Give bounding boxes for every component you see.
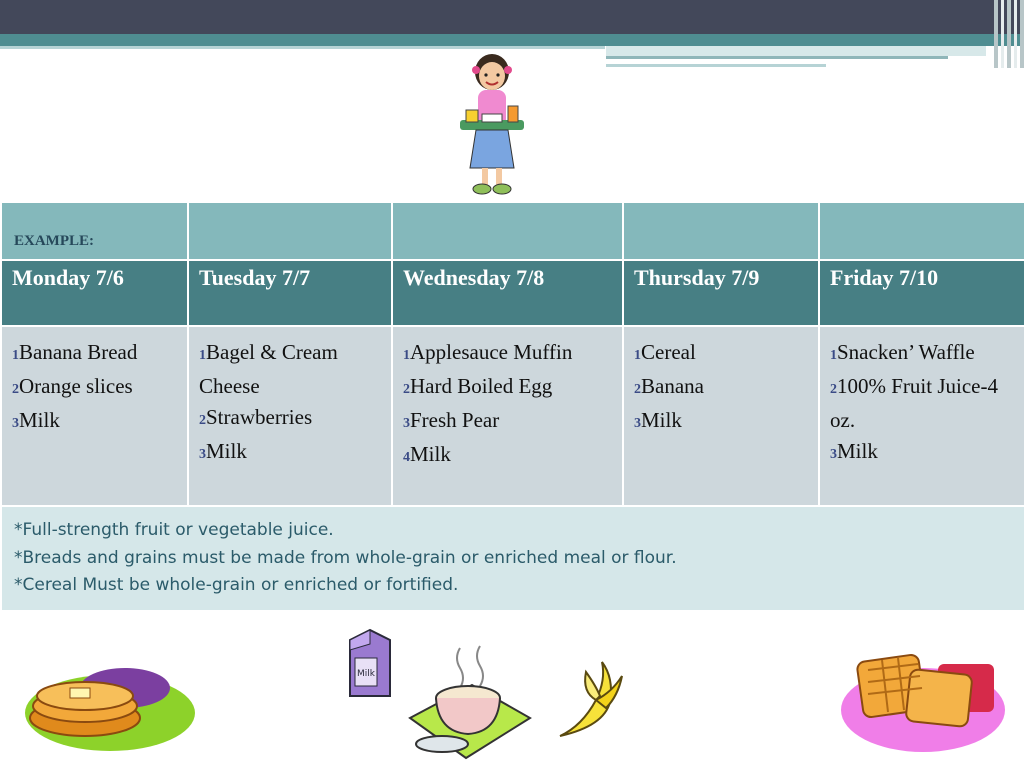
decorative-line	[606, 56, 948, 59]
menu-item: Milk	[206, 439, 247, 463]
menu-item: Orange slices	[19, 374, 133, 398]
item-number: 4	[403, 450, 410, 465]
menu-item: Fresh Pear	[410, 408, 500, 432]
empty-cell	[392, 202, 623, 260]
item-number: 2	[634, 382, 641, 397]
menu-cell-tuesday	[188, 326, 392, 506]
decorative-line	[606, 64, 826, 67]
item-number: 3	[12, 416, 19, 431]
note-line: *Full-strength fruit or vegetable juice.	[14, 520, 334, 540]
menu-item: Banana Bread	[19, 340, 138, 364]
milk-carton-clipart	[344, 626, 396, 700]
item-number: 1	[199, 348, 206, 363]
note-line: *Breads and grains must be made from whole-grain or enriched meal or flour.	[14, 547, 677, 568]
waffles-clipart	[838, 650, 1008, 758]
menu-item: Snacken’ Waffle	[837, 340, 975, 364]
menu-item: 100% Fruit Juice-4 oz.	[830, 374, 998, 432]
item-number: 2	[830, 382, 837, 397]
item-number: 3	[403, 416, 410, 431]
menu-item: Milk	[19, 408, 60, 432]
menu-item: Strawberries	[206, 405, 313, 429]
day-header-monday: Monday 7/6	[1, 260, 188, 326]
menu-item: Milk	[641, 408, 682, 432]
empty-cell	[623, 202, 819, 260]
breakfast-menu-table	[0, 201, 1024, 612]
day-header-friday: Friday 7/10	[819, 260, 1024, 326]
menu-item: Applesauce Muffin	[410, 340, 573, 364]
teal-band	[0, 34, 1024, 46]
menu-cell-monday	[1, 326, 188, 506]
menu-item: Milk	[410, 442, 451, 466]
day-header-wednesday: Wednesday 7/8	[392, 260, 623, 326]
item-number: 3	[830, 447, 837, 462]
item-number: 3	[199, 447, 206, 462]
decorative-block	[606, 46, 986, 56]
menu-item: Milk	[837, 439, 878, 463]
menu-cell-wednesday	[392, 326, 623, 506]
menu-item: Cereal	[641, 340, 696, 364]
empty-cell	[819, 202, 1024, 260]
top-bar	[0, 0, 1024, 34]
pancakes-clipart	[15, 658, 200, 758]
menu-item: Hard Boiled Egg	[410, 374, 553, 398]
menu-cell-friday	[819, 326, 1024, 506]
menu-item: Banana	[641, 374, 704, 398]
day-header-tuesday: Tuesday 7/7	[188, 260, 392, 326]
example-cell	[1, 202, 188, 260]
item-number: 1	[12, 348, 19, 363]
cereal-bowl-clipart	[402, 640, 534, 765]
teal-thin-line	[0, 46, 605, 49]
item-number: 1	[403, 348, 410, 363]
item-number: 1	[634, 348, 641, 363]
decorative-stripes	[994, 0, 1024, 68]
menu-cell-thursday	[623, 326, 819, 506]
item-number: 1	[830, 348, 837, 363]
example-label: EXAMPLE:	[14, 233, 94, 249]
day-header-thursday: Thursday 7/9	[623, 260, 819, 326]
notes-cell	[1, 506, 1024, 611]
note-line: *Cereal Must be whole-grain or enriched or fortified.	[14, 575, 459, 595]
item-number: 2	[12, 382, 19, 397]
menu-item: Bagel & Cream Cheese	[199, 340, 338, 398]
empty-cell	[188, 202, 392, 260]
milk-label: Milk	[357, 669, 375, 679]
girl-with-tray-clipart	[452, 50, 532, 200]
item-number: 2	[199, 413, 206, 428]
banana-clipart	[552, 656, 628, 740]
item-number: 2	[403, 382, 410, 397]
item-number: 3	[634, 416, 641, 431]
